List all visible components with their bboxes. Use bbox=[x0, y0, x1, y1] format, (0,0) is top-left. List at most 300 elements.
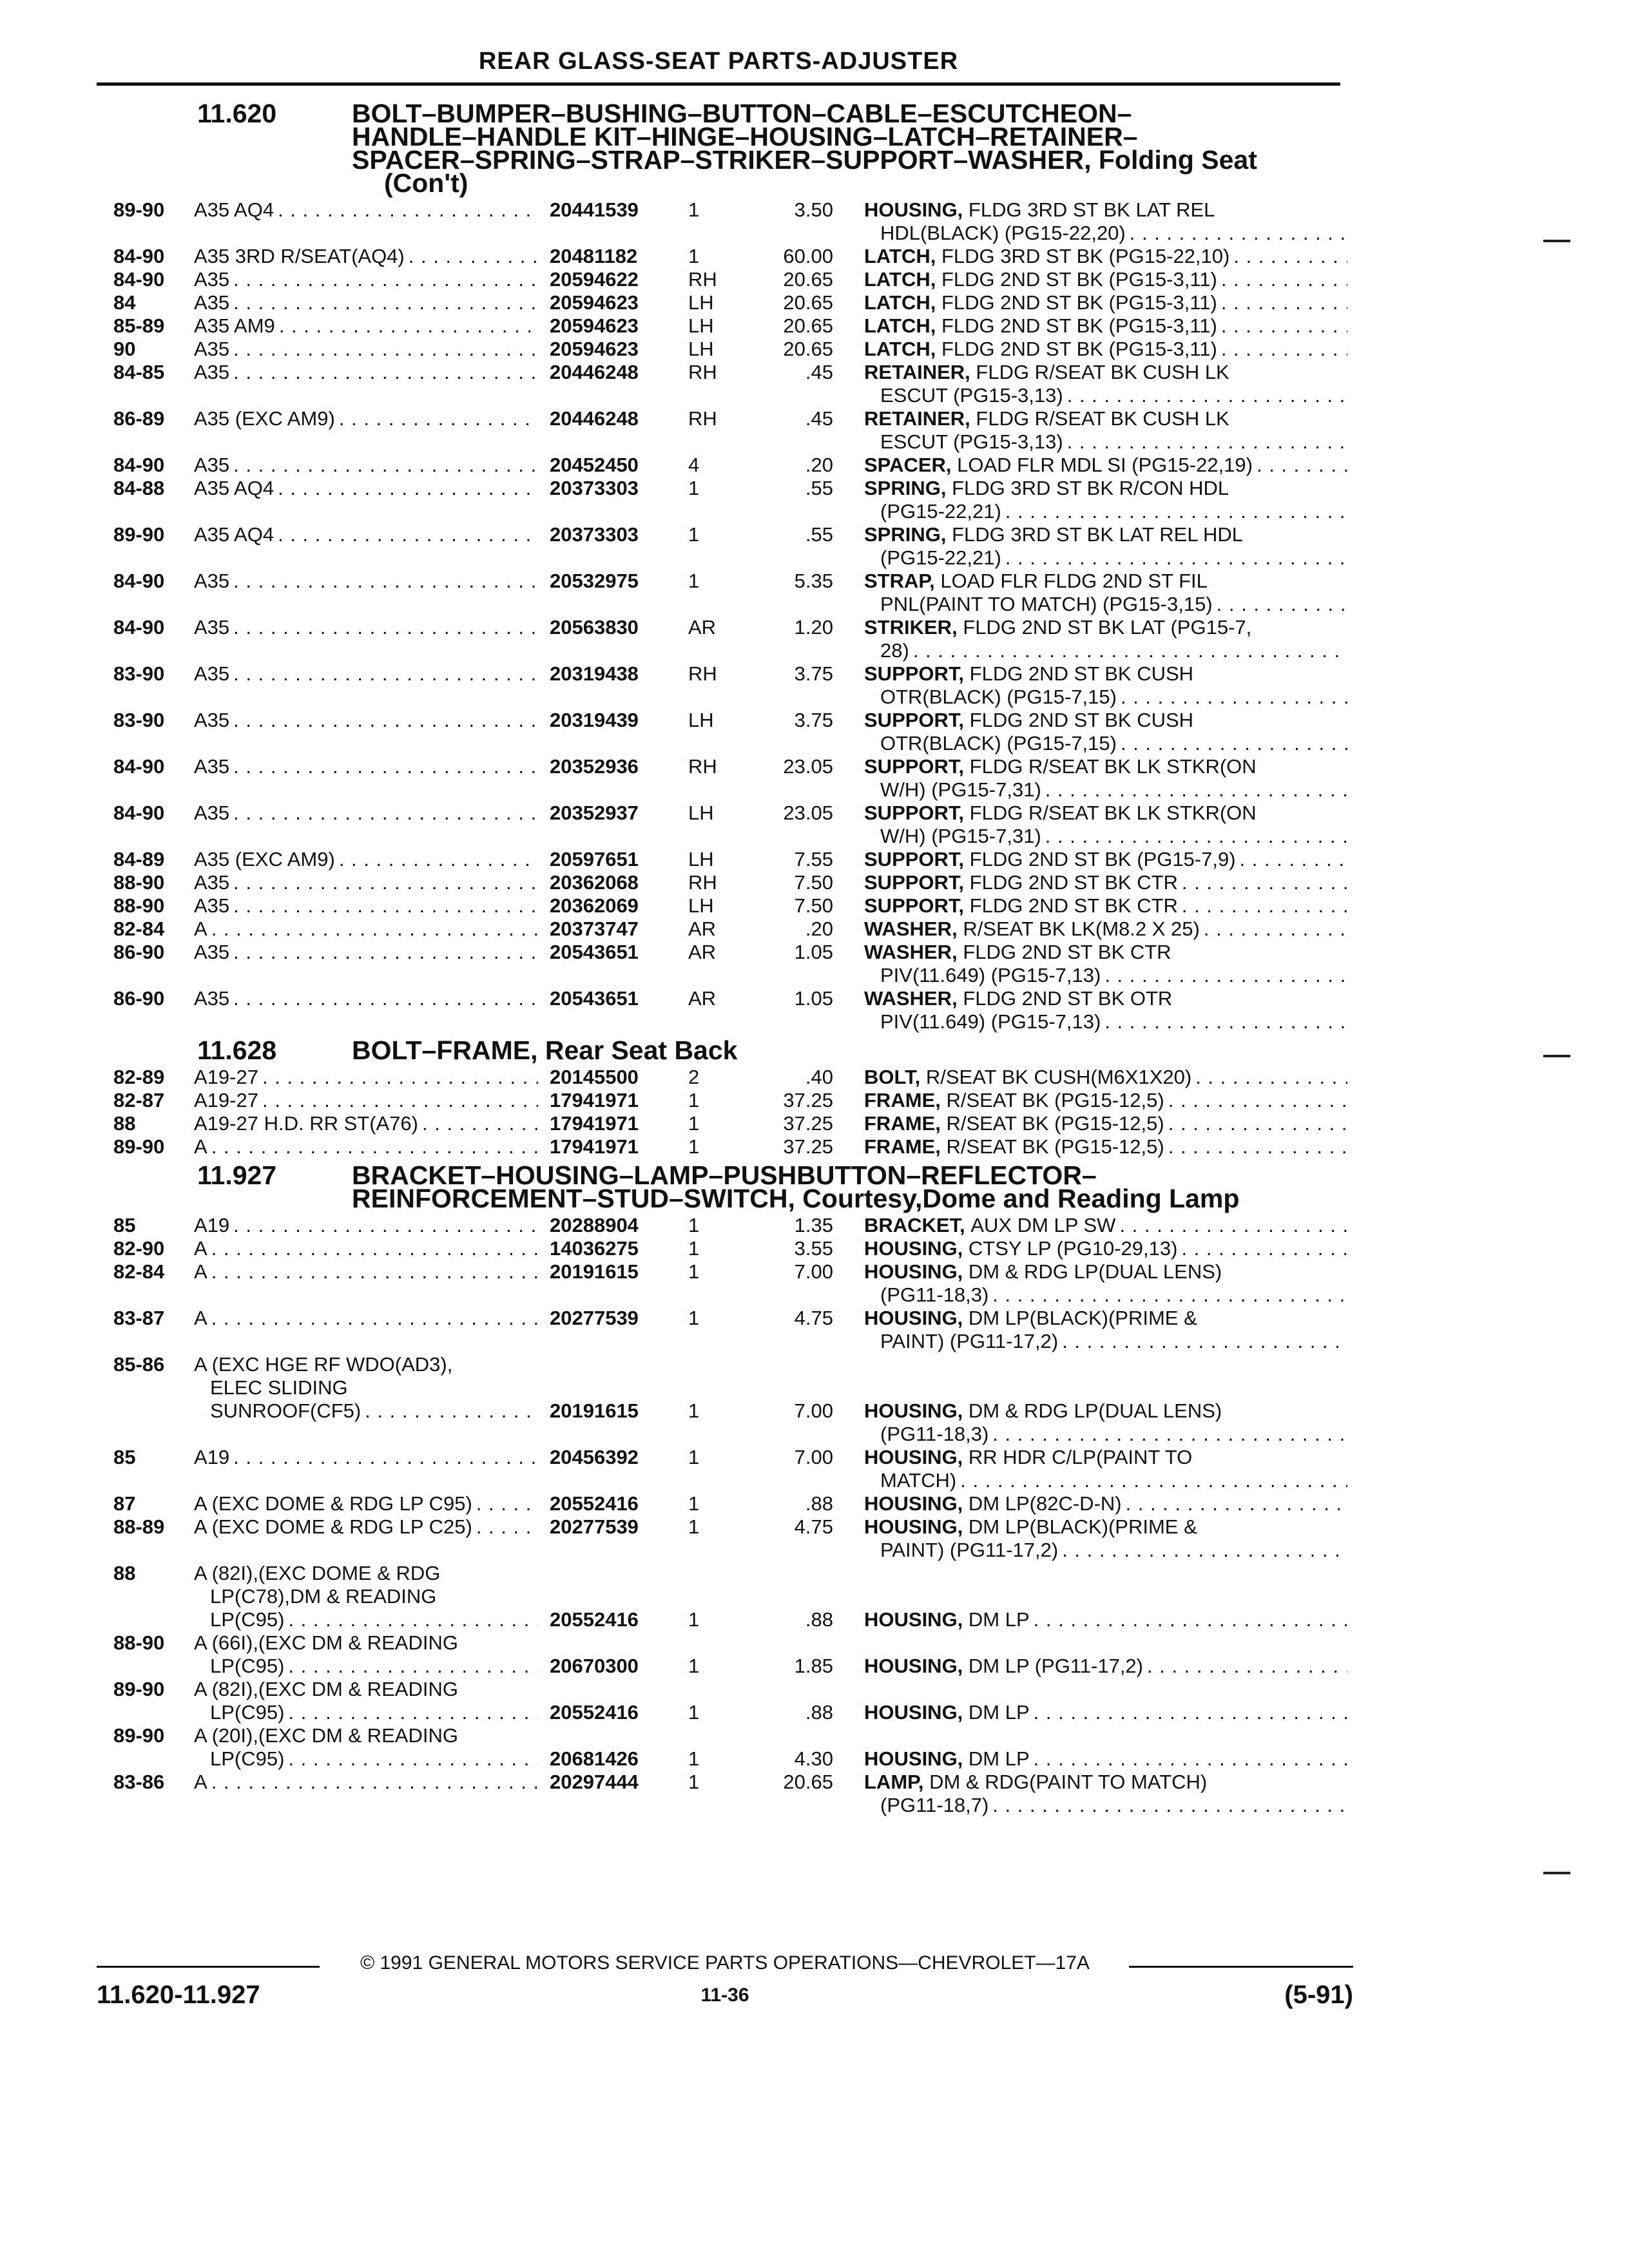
part-number: 20552416 bbox=[550, 1701, 639, 1724]
quantity: 1 bbox=[688, 1214, 700, 1236]
description-line bbox=[864, 964, 1347, 987]
application-line bbox=[194, 198, 542, 222]
price: .45 bbox=[805, 407, 833, 430]
part-row bbox=[113, 477, 1351, 523]
price: 37.25 bbox=[783, 1135, 833, 1158]
description-line bbox=[864, 871, 1347, 894]
part-number: 20594623 bbox=[550, 314, 639, 337]
application-text: LP(C95) bbox=[210, 1608, 285, 1631]
description-text: FLDG 2ND ST BK CTR bbox=[969, 894, 1178, 917]
application-line bbox=[194, 454, 542, 477]
leader-dots bbox=[233, 1446, 538, 1469]
description bbox=[864, 941, 1347, 987]
application-line bbox=[194, 1678, 542, 1701]
model-years: 89-90 bbox=[113, 1678, 165, 1700]
part-number: 20594623 bbox=[550, 338, 639, 360]
application-cell bbox=[194, 616, 542, 662]
description bbox=[864, 616, 1347, 662]
leader-dots bbox=[476, 1492, 538, 1515]
description-text: ESCUT (PG15-3,13) bbox=[880, 384, 1063, 407]
price: .88 bbox=[805, 1492, 833, 1515]
application-line bbox=[194, 1747, 542, 1771]
model-years: 90 bbox=[113, 338, 136, 360]
price: 4.75 bbox=[794, 1515, 833, 1538]
description-line bbox=[864, 454, 1347, 477]
quantity: 2 bbox=[688, 1066, 700, 1088]
spacer bbox=[936, 314, 941, 338]
spacer bbox=[964, 755, 970, 778]
quantity: 1 bbox=[688, 1135, 700, 1158]
description-line bbox=[864, 686, 1347, 709]
description-line bbox=[864, 1747, 1347, 1771]
leader-dots bbox=[1182, 894, 1347, 918]
application-cell bbox=[194, 662, 542, 709]
description bbox=[864, 1678, 1347, 1724]
quantity: LH bbox=[688, 894, 714, 917]
part-noun: FRAME, bbox=[864, 1089, 941, 1111]
description-line bbox=[864, 732, 1347, 755]
application-text: A bbox=[194, 1135, 207, 1158]
part-number: 20446248 bbox=[550, 407, 639, 430]
leader-dots bbox=[288, 1655, 538, 1678]
part-noun: LATCH, bbox=[864, 291, 936, 314]
part-number: 20563830 bbox=[550, 616, 639, 639]
description-line bbox=[864, 941, 1347, 964]
application-line bbox=[194, 1446, 542, 1469]
part-number: 20597651 bbox=[550, 848, 639, 870]
part-noun: SUPPORT, bbox=[864, 802, 965, 824]
application-cell bbox=[194, 848, 542, 871]
leader-dots bbox=[1062, 1330, 1347, 1353]
section-number: 11.628 bbox=[197, 1035, 277, 1065]
application-cell bbox=[194, 361, 542, 407]
description bbox=[864, 1492, 1347, 1515]
quantity: 1 bbox=[688, 1237, 700, 1260]
spacer bbox=[964, 848, 970, 871]
part-number: 17941971 bbox=[550, 1089, 639, 1111]
model-years: 85 bbox=[113, 1214, 136, 1236]
part-number: 20373747 bbox=[550, 918, 639, 940]
leader-dots bbox=[1045, 825, 1347, 848]
model-years: 82-87 bbox=[113, 1089, 165, 1111]
application-cell bbox=[194, 1237, 542, 1260]
price: 4.75 bbox=[794, 1307, 833, 1329]
spacer bbox=[963, 1515, 969, 1539]
section-title-line: BRACKET–HOUSING–LAMP–PUSHBUTTON–REFLECTOR– bbox=[352, 1160, 1097, 1190]
part-row bbox=[113, 198, 1351, 245]
quantity: 1 bbox=[688, 1701, 700, 1724]
description-line bbox=[864, 1066, 1347, 1089]
application-cell bbox=[194, 941, 542, 987]
model-years: 84-90 bbox=[113, 245, 165, 267]
application-line bbox=[194, 1135, 542, 1158]
description bbox=[864, 1562, 1347, 1631]
spacer bbox=[963, 1608, 969, 1631]
section-title-line: BOLT–FRAME, Rear Seat Back bbox=[352, 1035, 738, 1065]
part-row bbox=[113, 570, 1351, 616]
price: 7.00 bbox=[794, 1260, 833, 1283]
description bbox=[864, 291, 1347, 314]
model-years: 86-90 bbox=[113, 987, 165, 1010]
part-noun: HOUSING, bbox=[864, 1747, 963, 1770]
spacer bbox=[963, 1237, 969, 1260]
model-years: 84-90 bbox=[113, 570, 165, 592]
application-text: A35 bbox=[194, 987, 230, 1010]
application-line bbox=[194, 1655, 542, 1678]
description-line bbox=[864, 1214, 1347, 1237]
application-text: A35 AM9 bbox=[194, 314, 275, 337]
leader-dots bbox=[278, 477, 538, 500]
leader-dots bbox=[288, 1608, 538, 1631]
description-line bbox=[864, 987, 1347, 1010]
part-noun: BOLT, bbox=[864, 1066, 921, 1088]
application-cell bbox=[194, 1771, 542, 1817]
description-text: LOAD FLR FLDG 2ND ST FIL bbox=[940, 570, 1208, 592]
description-line bbox=[864, 523, 1347, 546]
quantity: LH bbox=[688, 709, 714, 731]
application-text: A35 bbox=[194, 755, 230, 778]
quantity: 1 bbox=[688, 477, 700, 499]
description-line bbox=[864, 1112, 1347, 1135]
leader-dots bbox=[262, 1066, 538, 1089]
description-line bbox=[864, 1515, 1347, 1539]
part-row bbox=[113, 1112, 1351, 1135]
description-text: OTR(BLACK) (PG15-7,15) bbox=[880, 686, 1117, 708]
description-line bbox=[864, 1492, 1347, 1515]
description-text: DM LP(BLACK)(PRIME & bbox=[968, 1307, 1197, 1329]
description-text: FLDG 2ND ST BK OTR bbox=[963, 987, 1173, 1010]
part-noun: HOUSING, bbox=[864, 1515, 963, 1538]
part-row bbox=[113, 1678, 1351, 1724]
leader-dots bbox=[262, 1089, 538, 1112]
leader-dots bbox=[1121, 686, 1347, 709]
section-heading bbox=[113, 1160, 1351, 1213]
description-line bbox=[864, 848, 1347, 871]
part-noun: WASHER, bbox=[864, 918, 958, 940]
part-row bbox=[113, 1515, 1351, 1562]
part-row bbox=[113, 802, 1351, 848]
part-row bbox=[113, 291, 1351, 314]
quantity: RH bbox=[688, 871, 717, 894]
description-line bbox=[864, 1539, 1347, 1562]
spacer bbox=[970, 361, 976, 384]
description-line bbox=[864, 1089, 1347, 1112]
description-text: PAINT) (PG11-17,2) bbox=[880, 1330, 1059, 1352]
description-line bbox=[864, 1446, 1347, 1469]
model-years: 82-84 bbox=[113, 918, 165, 940]
spacer bbox=[941, 1112, 947, 1135]
section-title bbox=[352, 99, 1351, 198]
description bbox=[864, 338, 1347, 361]
application-line bbox=[194, 894, 542, 918]
part-row bbox=[113, 1353, 1351, 1446]
application-text: A19 bbox=[194, 1446, 230, 1468]
part-noun: LATCH, bbox=[864, 338, 936, 360]
price: 5.35 bbox=[794, 570, 833, 592]
description-line bbox=[864, 918, 1347, 941]
quantity: 1 bbox=[688, 245, 700, 267]
leader-dots bbox=[1221, 268, 1347, 291]
part-number: 20145500 bbox=[550, 1066, 639, 1088]
application-cell bbox=[194, 755, 542, 802]
description-line bbox=[864, 1135, 1347, 1158]
description-line bbox=[864, 1794, 1347, 1817]
leader-dots bbox=[1130, 222, 1347, 245]
application-cell bbox=[194, 338, 542, 361]
part-noun: SUPPORT, bbox=[864, 755, 965, 778]
leader-dots bbox=[233, 709, 538, 732]
application-text: A bbox=[194, 1771, 207, 1793]
application-line bbox=[194, 987, 542, 1010]
leader-dots bbox=[211, 1135, 538, 1158]
description-line bbox=[864, 593, 1347, 616]
leader-dots bbox=[233, 268, 538, 291]
leader-dots bbox=[233, 1214, 538, 1237]
description-text: DM LP bbox=[968, 1747, 1030, 1770]
model-years: 84-90 bbox=[113, 802, 165, 824]
quantity: 1 bbox=[688, 1399, 700, 1422]
application-line bbox=[194, 1260, 542, 1283]
part-noun: STRAP, bbox=[864, 570, 935, 592]
part-number: 20362069 bbox=[550, 894, 639, 917]
spacer bbox=[964, 662, 970, 686]
description bbox=[864, 987, 1347, 1033]
description-line bbox=[864, 755, 1347, 778]
description-text: DM LP bbox=[968, 1701, 1030, 1724]
application-line bbox=[194, 662, 542, 686]
application-text: A bbox=[194, 1237, 207, 1260]
leader-dots bbox=[422, 1112, 538, 1135]
description bbox=[864, 848, 1347, 871]
description-text: PIV(11.649) (PG15-7,13) bbox=[880, 1010, 1101, 1033]
description-text: FLDG 3RD ST BK R/CON HDL bbox=[952, 477, 1229, 499]
application-line bbox=[194, 1066, 542, 1089]
application-line bbox=[194, 245, 542, 268]
application-cell bbox=[194, 1446, 542, 1492]
part-number: 20288904 bbox=[550, 1214, 639, 1236]
application-line bbox=[194, 477, 542, 500]
model-years: 88-90 bbox=[113, 894, 165, 917]
model-years: 83-90 bbox=[113, 662, 165, 685]
description-line bbox=[864, 639, 1347, 662]
part-row bbox=[113, 338, 1351, 361]
application-cell bbox=[194, 1631, 542, 1678]
quantity: AR bbox=[688, 918, 717, 940]
leader-dots bbox=[1257, 454, 1347, 477]
application-cell bbox=[194, 709, 542, 755]
description bbox=[864, 454, 1347, 477]
leader-dots bbox=[960, 1469, 1347, 1492]
part-number: 20543651 bbox=[550, 941, 639, 963]
description-line bbox=[864, 268, 1347, 291]
price: .55 bbox=[805, 523, 833, 546]
price: .88 bbox=[805, 1701, 833, 1724]
part-number: 20452450 bbox=[550, 454, 639, 476]
price: 4.30 bbox=[794, 1747, 833, 1770]
quantity: 1 bbox=[688, 523, 700, 546]
application-text: A bbox=[194, 918, 207, 940]
description-line bbox=[864, 430, 1347, 454]
part-noun: LATCH, bbox=[864, 245, 936, 267]
part-number: 20373303 bbox=[550, 477, 639, 499]
section-title bbox=[352, 1160, 1351, 1213]
description-line bbox=[864, 361, 1347, 384]
part-number: 20481182 bbox=[550, 245, 638, 267]
part-noun: LATCH, bbox=[864, 314, 936, 337]
part-row bbox=[113, 1260, 1351, 1307]
model-years: 89-90 bbox=[113, 523, 165, 546]
application-text: SUNROOF(CF5) bbox=[210, 1399, 361, 1422]
leader-dots bbox=[233, 361, 538, 384]
leader-dots bbox=[1168, 1135, 1347, 1158]
price: 7.50 bbox=[794, 894, 833, 917]
model-years: 86-90 bbox=[113, 941, 165, 963]
application-line bbox=[194, 1112, 542, 1135]
margin-mark bbox=[1543, 240, 1570, 242]
leader-dots bbox=[1121, 732, 1347, 755]
application-line bbox=[194, 1307, 542, 1330]
model-years: 88-89 bbox=[113, 1515, 165, 1538]
leader-dots bbox=[339, 407, 538, 430]
application-cell bbox=[194, 477, 542, 523]
part-row bbox=[113, 1631, 1351, 1678]
leader-dots bbox=[233, 871, 538, 894]
leader-dots bbox=[1126, 1492, 1347, 1515]
application-cell bbox=[194, 1678, 542, 1724]
part-row bbox=[113, 1771, 1351, 1817]
description-text: R/SEAT BK (PG15-12,5) bbox=[946, 1135, 1164, 1158]
application-cell bbox=[194, 570, 542, 616]
application-cell bbox=[194, 987, 542, 1033]
description bbox=[864, 871, 1347, 894]
application-text: A (EXC DOME & RDG LP C95) bbox=[194, 1492, 472, 1515]
part-number: 20352937 bbox=[550, 802, 639, 824]
description-text: FLDG 2ND ST BK CTR bbox=[969, 871, 1178, 894]
spacer bbox=[936, 338, 941, 361]
description-line bbox=[864, 1237, 1347, 1260]
leader-dots bbox=[1034, 1701, 1347, 1724]
description-line bbox=[864, 802, 1347, 825]
application-line bbox=[194, 1353, 542, 1376]
application-cell bbox=[194, 268, 542, 291]
description bbox=[864, 755, 1347, 802]
leader-dots bbox=[1062, 1539, 1347, 1562]
description bbox=[864, 1307, 1347, 1353]
application-text: A bbox=[194, 1307, 207, 1329]
footer-copyright: © 1991 GENERAL MOTORS SERVICE PARTS OPERATIONS—CHEVROLET—17A bbox=[360, 1952, 1090, 1974]
description-text: PIV(11.649) (PG15-7,13) bbox=[880, 964, 1101, 986]
part-row bbox=[113, 616, 1351, 662]
leader-dots bbox=[1221, 338, 1347, 361]
description-text: R/SEAT BK (PG15-12,5) bbox=[946, 1112, 1164, 1135]
description-line bbox=[864, 825, 1347, 848]
spacer bbox=[963, 1307, 969, 1330]
part-number: 20441539 bbox=[550, 198, 639, 221]
leader-dots bbox=[1204, 918, 1347, 941]
part-noun: FRAME, bbox=[864, 1135, 941, 1158]
quantity: RH bbox=[688, 407, 717, 430]
leader-dots bbox=[233, 338, 538, 361]
description-text: FLDG 2ND ST BK (PG15-3,11) bbox=[941, 291, 1217, 314]
application-cell bbox=[194, 1353, 542, 1446]
price: 1.05 bbox=[794, 987, 833, 1010]
part-row bbox=[113, 1307, 1351, 1353]
leader-dots bbox=[365, 1399, 538, 1423]
spacer bbox=[946, 477, 952, 500]
description-line bbox=[864, 1307, 1347, 1330]
description bbox=[864, 662, 1347, 709]
application-cell bbox=[194, 198, 542, 245]
description-text: PAINT) (PG11-17,2) bbox=[880, 1539, 1059, 1561]
leader-dots bbox=[279, 314, 538, 338]
model-years: 88-90 bbox=[113, 871, 165, 894]
price: 20.65 bbox=[783, 314, 833, 337]
application-text: A35 bbox=[194, 871, 230, 894]
description-text: DM & RDG LP(DUAL LENS) bbox=[968, 1260, 1222, 1283]
model-years: 82-84 bbox=[113, 1260, 165, 1283]
spacer bbox=[963, 1446, 969, 1469]
application-text: A35 bbox=[194, 941, 230, 963]
price: 20.65 bbox=[783, 268, 833, 291]
description-text: FLDG 2ND ST BK (PG15-3,11) bbox=[941, 268, 1217, 291]
application-text: A (82I),(EXC DOME & RDG bbox=[194, 1562, 441, 1584]
model-years: 82-90 bbox=[113, 1237, 165, 1260]
price: 3.50 bbox=[794, 198, 833, 221]
part-number: 17941971 bbox=[550, 1135, 639, 1158]
part-row bbox=[113, 407, 1351, 454]
part-noun: SUPPORT, bbox=[864, 662, 965, 685]
leader-dots bbox=[1221, 314, 1347, 338]
leader-dots bbox=[1182, 871, 1347, 894]
application-text: A35 bbox=[194, 616, 230, 639]
quantity: 4 bbox=[688, 454, 700, 476]
description-line bbox=[864, 477, 1347, 500]
description-text: PNL(PAINT TO MATCH) (PG15-3,15) bbox=[880, 593, 1213, 615]
application-text: A35 bbox=[194, 894, 230, 917]
application-line bbox=[194, 1515, 542, 1539]
application-cell bbox=[194, 894, 542, 918]
description bbox=[864, 1631, 1347, 1678]
quantity: 1 bbox=[688, 1747, 700, 1770]
description-text: DM LP(82C-D-N) bbox=[968, 1492, 1122, 1515]
application-cell bbox=[194, 523, 542, 570]
part-noun: HOUSING, bbox=[864, 1492, 963, 1515]
model-years: 87 bbox=[113, 1492, 136, 1515]
spacer bbox=[936, 245, 941, 268]
description bbox=[864, 802, 1347, 848]
leader-dots bbox=[288, 1747, 538, 1771]
spacer bbox=[963, 1747, 969, 1771]
part-row bbox=[113, 941, 1351, 987]
description-text: FLDG 2ND ST BK CTR bbox=[963, 941, 1171, 963]
description-text: MATCH) bbox=[880, 1469, 957, 1492]
part-number: 14036275 bbox=[550, 1237, 639, 1260]
part-row bbox=[113, 1214, 1351, 1237]
part-number: 20446248 bbox=[550, 361, 639, 383]
part-noun: HOUSING, bbox=[864, 1655, 963, 1677]
part-row bbox=[113, 1066, 1351, 1089]
description-text: R/SEAT BK CUSH(M6X1X20) bbox=[925, 1066, 1192, 1088]
application-cell bbox=[194, 1089, 542, 1112]
section-heading bbox=[113, 1035, 1351, 1065]
description-text: ESCUT (PG15-3,13) bbox=[880, 430, 1063, 453]
part-noun: HOUSING, bbox=[864, 1701, 963, 1724]
price: .88 bbox=[805, 1608, 833, 1631]
price: 1.35 bbox=[794, 1214, 833, 1236]
leader-dots bbox=[992, 1283, 1347, 1307]
application-line bbox=[194, 291, 542, 314]
description bbox=[864, 1135, 1347, 1158]
